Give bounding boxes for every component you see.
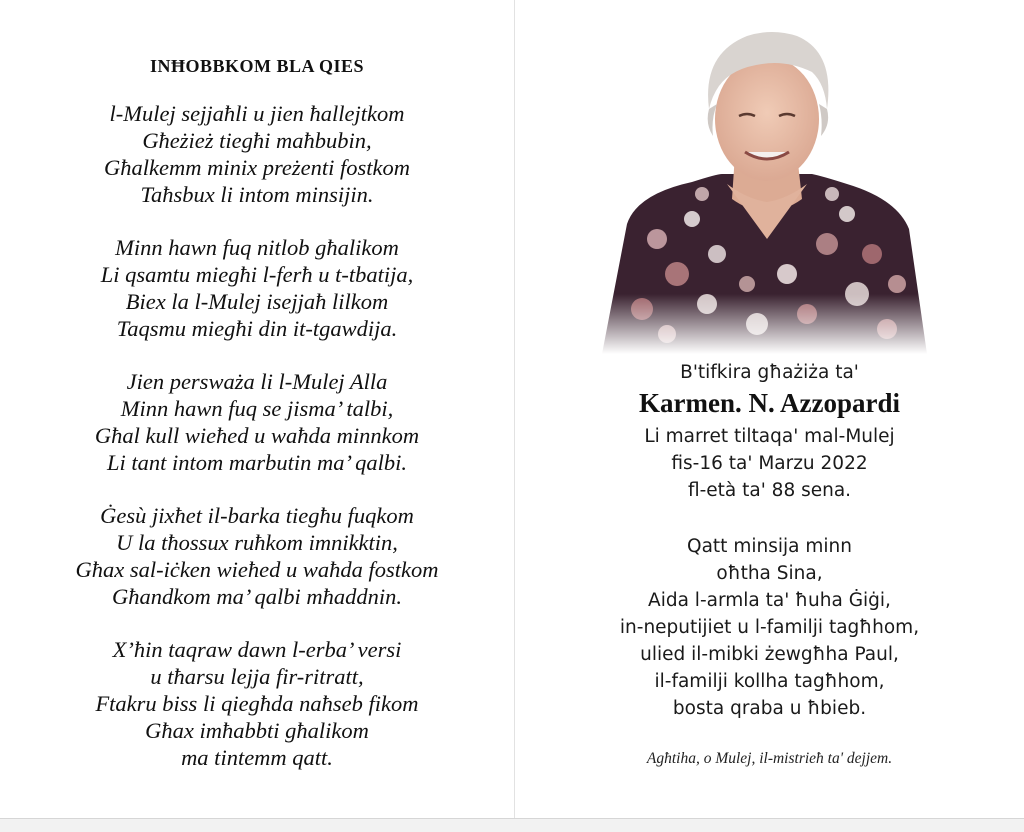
- memorial-intro: B'tifkira għażiża ta': [680, 362, 859, 383]
- poem-line: Għal kull wieħed u waħda minnkom: [94, 423, 420, 448]
- poem-line: Taħsbux li intom minsijin.: [140, 182, 374, 207]
- family-line: oħtha Sina,: [716, 563, 823, 584]
- stanza: [0, 502, 514, 610]
- family-list: [515, 533, 1024, 722]
- poem-line: u tħarsu lejja fir-ritratt,: [150, 664, 364, 689]
- portrait-photo: [597, 24, 935, 354]
- family-line: bosta qraba u ħbieb.: [672, 698, 867, 719]
- poem-line: Li tant intom marbutin ma’ qalbi.: [106, 450, 408, 475]
- poem-line: Biex la l-Mulej isejjaħ lilkom: [125, 289, 389, 314]
- closing-prayer: Agħtiha, o Mulej, il-mistrieħ ta' dejjem.: [646, 750, 893, 767]
- poem-line: ma tintemm qatt.: [181, 745, 333, 770]
- poem-line: Għalkemm minix preżenti fostkom: [104, 155, 410, 180]
- stanza: [0, 234, 514, 342]
- left-panel: [0, 0, 515, 818]
- poem-line: Għax imħabbti għalikom: [145, 718, 369, 743]
- family-line: il-familji kollha tagħhom,: [654, 671, 885, 692]
- poem-line: Ftakru biss li qiegħda naħseb fikom: [95, 691, 419, 716]
- family-line: ulied il-mibki żewgħha Paul,: [640, 644, 899, 665]
- poem-line: Minn hawn fuq nitlob għalikom: [115, 235, 399, 260]
- stanza: [0, 100, 514, 208]
- family-line: Qatt minsija minn: [687, 536, 852, 557]
- detail-line: Li marret tiltaqa' mal-Mulej: [644, 426, 895, 447]
- family-line: Aida l-armla ta' ħuha Ġiġi,: [648, 590, 891, 611]
- deceased-name: Karmen. N. Azzopardi: [639, 388, 900, 418]
- poem-line: Li qsamtu miegħi l-ferħ u t-tbatija,: [100, 262, 414, 287]
- memorial-details: [515, 423, 1024, 504]
- poem-line: Għax sal-iċken wieħed u waħda fostkom: [75, 557, 439, 582]
- stanza: [0, 636, 514, 771]
- poem-title: INĦOBBKOM BLA QIES: [149, 56, 365, 76]
- poem-line: Taqsmu miegħi din it-tgawdija.: [116, 316, 398, 341]
- family-line: in-neputijiet u l-familji tagħhom,: [619, 617, 920, 638]
- poem-line: X’ħin taqraw dawn l-erba’ versi: [112, 637, 402, 662]
- poem-line: Minn hawn fuq se jisma’ talbi,: [120, 396, 394, 421]
- detail-line: fl-età ta' 88 sena.: [687, 480, 852, 501]
- poem-line: l-Mulej sejjaħli u jien ħallejtkom: [109, 101, 405, 126]
- poem-line: Jien persważa li l-Mulej Alla: [126, 369, 388, 394]
- card-bottom-edge: [0, 818, 1024, 832]
- poem-line: Ġesù jixħet il-barka tiegħu fuqkom: [100, 503, 414, 528]
- stanza: [0, 368, 514, 476]
- poem-line: U la tħossux ruħkom imnikktin,: [116, 530, 398, 555]
- poem: [0, 100, 514, 797]
- poem-line: Għandkom ma’ qalbi mħaddnin.: [112, 584, 402, 609]
- detail-line: fis-16 ta' Marzu 2022: [671, 453, 868, 474]
- poem-line: Għeżież tiegħi maħbubin,: [142, 128, 372, 153]
